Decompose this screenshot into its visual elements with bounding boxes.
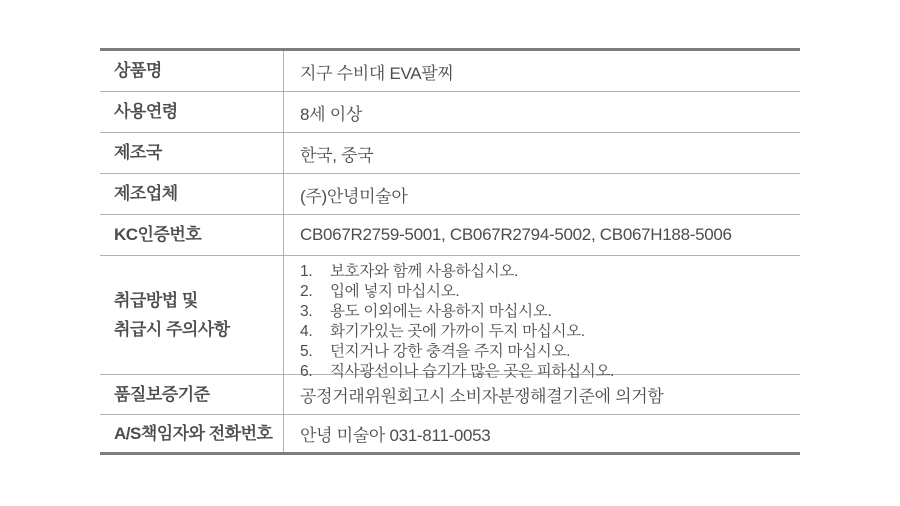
row-label: 제조국 bbox=[100, 133, 284, 173]
list-item-number: 6. bbox=[300, 363, 313, 380]
row-label: 상품명 bbox=[100, 51, 284, 91]
row-value: 안녕 미술아 031-811-0053 bbox=[300, 426, 491, 445]
row-value: 8세 이상 bbox=[300, 104, 362, 124]
row-value: 공정거래위원회고시 소비자분쟁해결기준에 의거함 bbox=[300, 387, 664, 406]
list-item bbox=[300, 302, 614, 322]
row-value bbox=[284, 256, 800, 380]
row-label: A/S책임자와 전화번호 bbox=[100, 415, 284, 452]
list-item bbox=[300, 262, 614, 282]
list-item bbox=[300, 322, 614, 342]
table-row-country-of-origin bbox=[100, 133, 800, 174]
list-item-number: 1. bbox=[300, 263, 313, 280]
table-row-product-name bbox=[100, 51, 800, 92]
table-row-quality-guarantee bbox=[100, 375, 800, 415]
table-row-handling-precautions bbox=[100, 256, 800, 380]
table-row-manufacturer bbox=[100, 174, 800, 215]
list-item-text: 보호자와 함께 사용하십시오. bbox=[330, 263, 519, 280]
row-label: 제조업체 bbox=[100, 174, 284, 214]
list-item-text: 직사광선이나 습기가 많은 곳은 피하십시오. bbox=[330, 363, 615, 380]
row-value: CB067R2759-5001, CB067R2794-5002, CB067H188-5006 bbox=[300, 225, 732, 244]
row-value: 지구 수비대 EVA팔찌 bbox=[300, 63, 454, 83]
row-value: (주)안녕미술아 bbox=[300, 186, 408, 206]
row-value: 한국, 중국 bbox=[300, 145, 374, 165]
list-item-number: 2. bbox=[300, 283, 313, 300]
table-row-usage-age bbox=[100, 92, 800, 133]
row-label-line-2: 취급시 주의사항 bbox=[114, 320, 230, 339]
list-item-number: 4. bbox=[300, 323, 313, 340]
table-row-kc-certification bbox=[100, 215, 800, 256]
list-item-text: 던지거나 강한 충격을 주지 마십시오. bbox=[330, 343, 571, 360]
row-label-line-1: 취급방법 및 bbox=[114, 290, 198, 310]
list-item-number: 3. bbox=[300, 303, 313, 320]
list-item-text: 용도 이외에는 사용하지 마십시오. bbox=[330, 303, 552, 320]
list-item bbox=[300, 282, 614, 302]
row-label: KC인증번호 bbox=[100, 215, 284, 255]
product-info-table bbox=[100, 48, 800, 455]
row-label bbox=[100, 256, 284, 374]
row-label: 사용연령 bbox=[100, 92, 284, 132]
list-item-text: 입에 넣지 마십시오. bbox=[330, 283, 460, 300]
list-item bbox=[300, 342, 614, 362]
precautions-list bbox=[300, 262, 614, 382]
row-label: 품질보증기준 bbox=[100, 375, 284, 414]
list-item-text: 화기가있는 곳에 가까이 두지 마십시오. bbox=[330, 323, 585, 340]
list-item-number: 5. bbox=[300, 343, 313, 360]
table-row-as-contact bbox=[100, 415, 800, 452]
